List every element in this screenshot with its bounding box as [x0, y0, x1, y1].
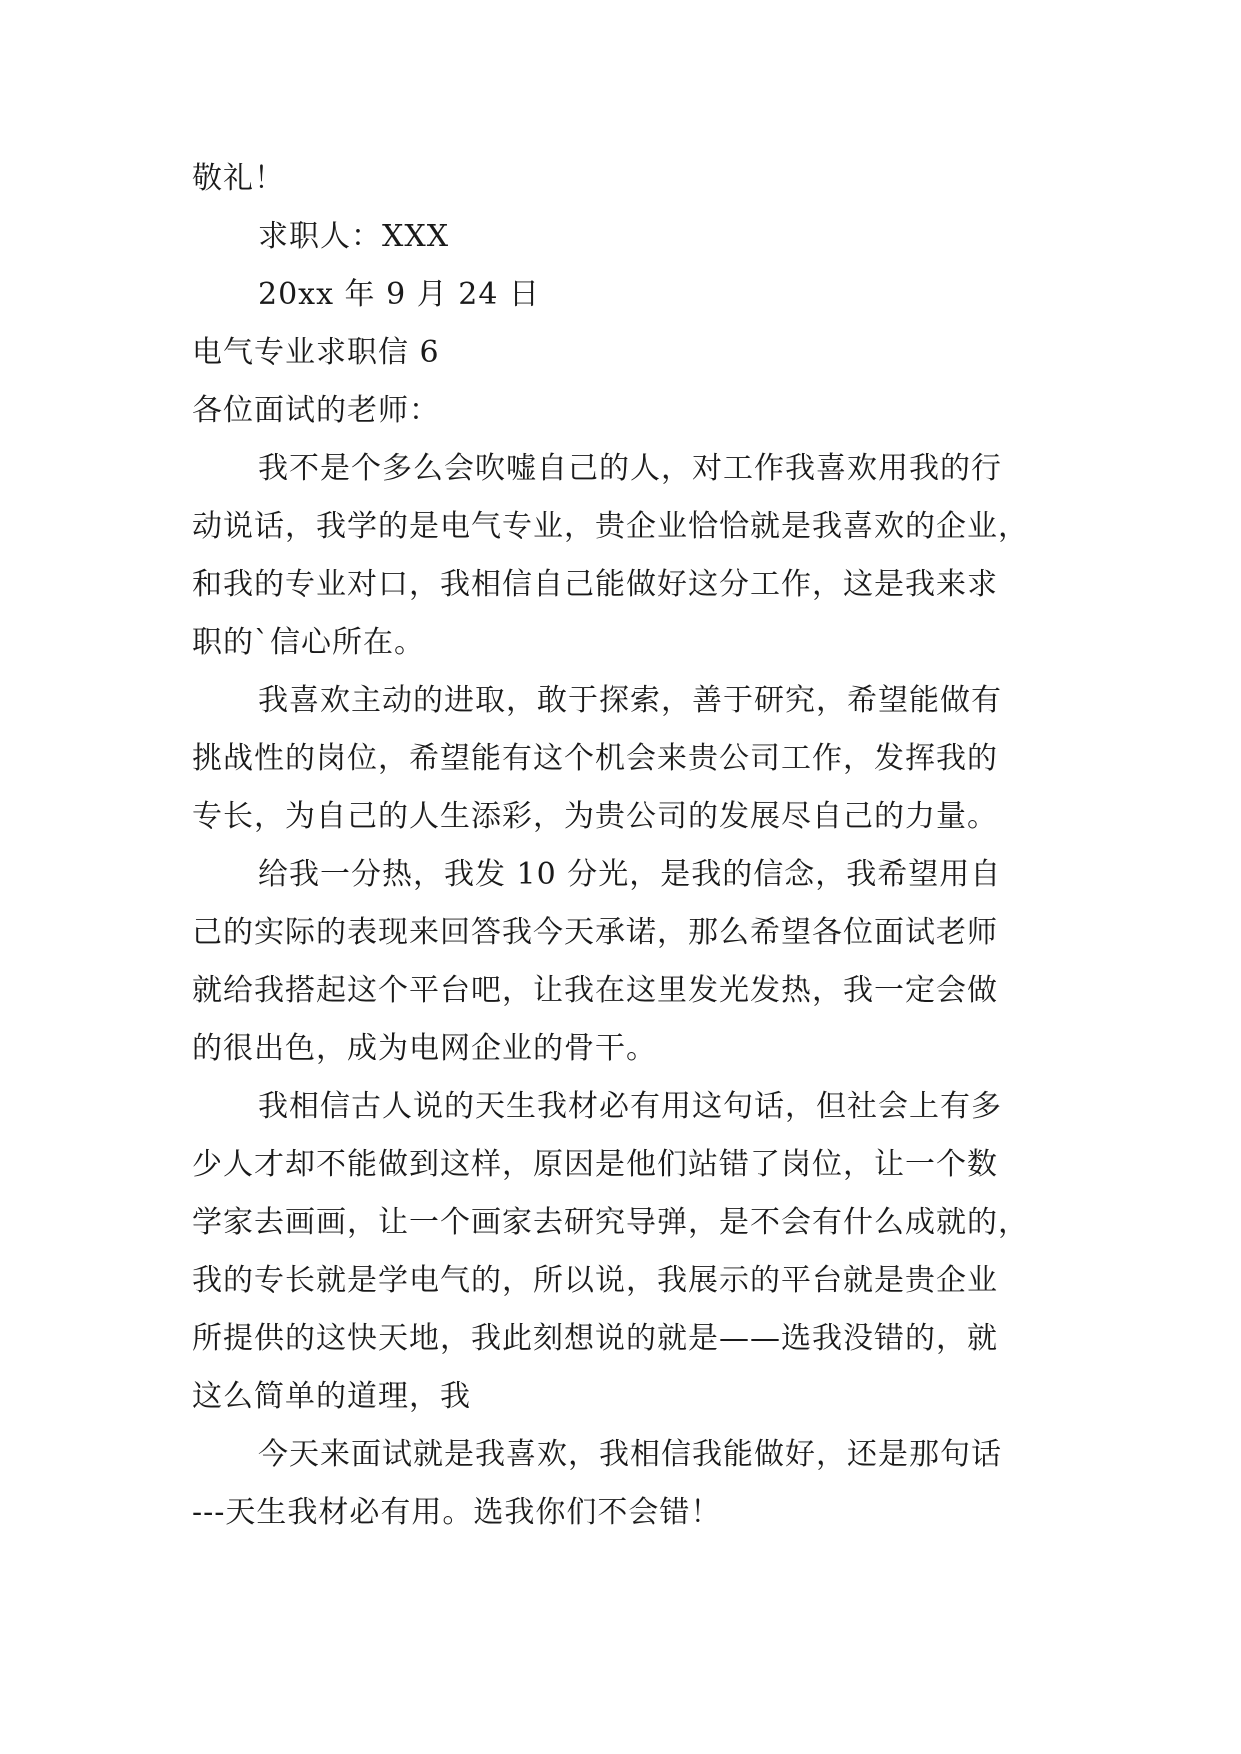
paragraph-line: 学家去画画，让一个画家去研究导弹，是不会有什么成就的， [192, 1205, 1029, 1240]
paragraph-3 [192, 846, 1072, 1078]
paragraph-line: 己的实际的表现来回答我今天承诺，那么希望各位面试老师 [192, 915, 998, 950]
letter-title: 电气专业求职信 6 [192, 335, 440, 370]
paragraph-line: 挑战性的岗位，希望能有这个机会来贵公司工作，发挥我的 [192, 741, 998, 776]
closing-line: 敬礼！ [192, 161, 285, 196]
paragraph-line: 的很出色，成为电网企业的骨干。 [192, 1031, 657, 1066]
paragraph-4 [192, 1078, 1072, 1426]
paragraph-line: ---天生我材必有用。选我你们不会错！ [192, 1495, 722, 1530]
paragraph-line: 专长，为自己的人生添彩，为贵公司的发展尽自己的力量。 [192, 799, 998, 834]
paragraph-line: 我喜欢主动的进取，敢于探索，善于研究，希望能做有 [258, 683, 1002, 718]
paragraph-line: 给我一分热，我发 10 分光，是我的信念，我希望用自 [258, 857, 1002, 892]
date-line: 20xx 年 9 月 24 日 [258, 277, 540, 312]
paragraph-5 [192, 1426, 1072, 1542]
paragraph-line: 动说话，我学的是电气专业，贵企业恰恰就是我喜欢的企业， [192, 509, 1029, 544]
paragraph-line: 我的专长就是学电气的，所以说，我展示的平台就是贵企业 [192, 1263, 998, 1298]
paragraph-1 [192, 440, 1072, 672]
paragraph-line: 这么简单的道理，我 [192, 1379, 471, 1414]
salutation-line: 各位面试的老师： [192, 393, 440, 428]
paragraph-line: 我相信古人说的天生我材必有用这句话，但社会上有多 [258, 1089, 1002, 1124]
paragraph-line: 少人才却不能做到这样，原因是他们站错了岗位，让一个数 [192, 1147, 998, 1182]
paragraph-line: 今天来面试就是我喜欢，我相信我能做好，还是那句话 [258, 1437, 1002, 1472]
paragraph-line: 和我的专业对口，我相信自己能做好这分工作，这是我来求 [192, 567, 998, 602]
paragraph-line: 就给我搭起这个平台吧，让我在这里发光发热，我一定会做 [192, 973, 998, 1008]
paragraph-line: 职的`信心所在。 [192, 625, 425, 660]
signature-line: 求职人：XXX [258, 219, 450, 254]
paragraph-line: 所提供的这快天地，我此刻想说的就是——选我没错的，就 [192, 1321, 998, 1356]
letter-body [192, 150, 1072, 1542]
paragraph-2 [192, 672, 1072, 846]
paragraph-line: 我不是个多么会吹嘘自己的人，对工作我喜欢用我的行 [258, 451, 1002, 486]
